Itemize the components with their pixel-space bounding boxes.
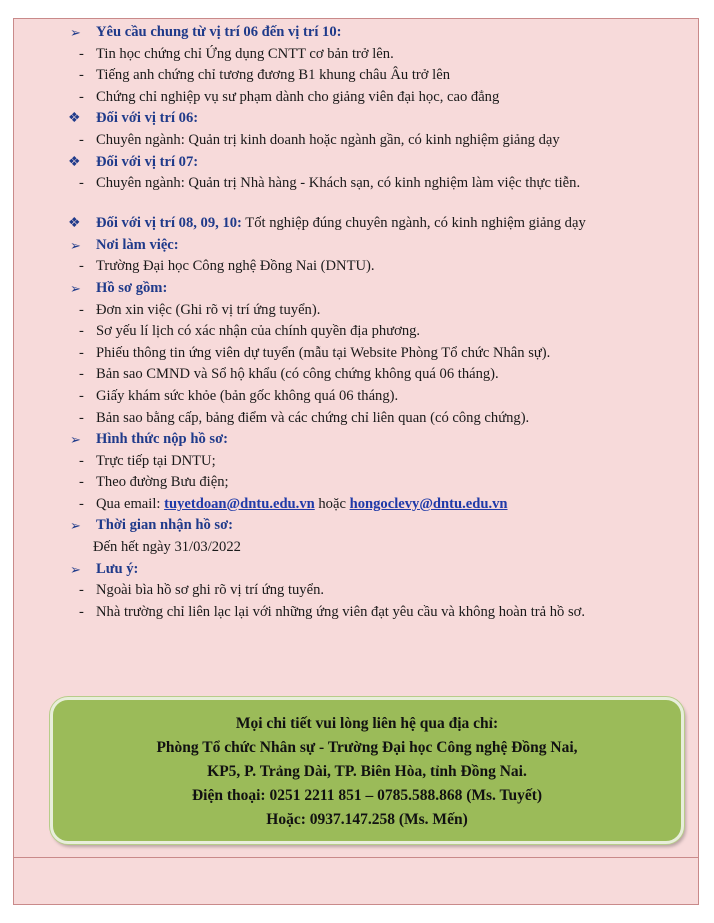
section-position-06 (0, 108, 714, 130)
list-item (0, 321, 714, 343)
list-item-text: Phiếu thông tin ứng viên dự tuyển (mẫu tại Website Phòng Tổ chức Nhân sự). (96, 344, 551, 361)
list-item (0, 87, 714, 109)
contact-box (50, 697, 684, 844)
list-item (0, 300, 714, 322)
dash-bullet: - (79, 175, 84, 192)
dash-bullet: - (79, 344, 84, 361)
section-position-07 (0, 152, 714, 174)
list-item-text: Chứng chỉ nghiệp vụ sư phạm dành cho giảng viên đại học, cao đẳng (96, 88, 500, 105)
list-item-text: Chuyên ngành: Quản trị kinh doanh hoặc ngành gần, có kinh nghiệm giảng dạy (96, 131, 560, 148)
section-heading: Thời gian nhận hồ sơ: (96, 517, 234, 534)
dash-bullet: - (79, 366, 84, 383)
dash-bullet: - (79, 582, 84, 599)
arrow-bullet-icon: ➢ (70, 561, 81, 577)
email-prefix: Qua email: (96, 495, 165, 512)
section-position-08-10 (0, 213, 714, 235)
section-heading: Lưu ý: (96, 560, 139, 577)
contact-phone-line: Hoặc: 0937.147.258 (Ms. Mến) (266, 811, 468, 828)
dash-bullet: - (79, 474, 84, 491)
contact-line: Mọi chi tiết vui lòng liên hệ qua địa chỉ: (235, 715, 499, 732)
dash-bullet: - (79, 45, 84, 62)
list-item-text: Bản sao CMND và Sổ hộ khẩu (có công chứng không quá 06 tháng). (96, 366, 499, 383)
dash-bullet: - (79, 409, 84, 426)
dash-bullet: - (79, 495, 84, 512)
dash-bullet: - (79, 88, 84, 105)
section-workplace (0, 235, 714, 257)
email-link-hongoclevy[interactable]: hongoclevy@dntu.edu.vn (349, 495, 508, 512)
list-item (0, 602, 714, 642)
section-deadline (0, 515, 714, 537)
section-heading: Yêu cầu chung từ vị trí 06 đến vị trí 10: (96, 24, 342, 40)
list-item (0, 65, 714, 87)
list-item-text: Tiếng anh chứng chỉ tương đương B1 khung châu Âu trở lên (96, 67, 450, 84)
list-item (0, 580, 714, 602)
list-item-text: Trường Đại học Công nghệ Đồng Nai (DNTU). (96, 258, 375, 275)
contact-address-line: KP5, P. Trảng Dài, TP. Biên Hòa, tỉnh Đồng Nai. (207, 763, 527, 780)
arrow-bullet-icon: ➢ (70, 237, 81, 253)
list-item (0, 173, 714, 213)
notice-content (0, 22, 714, 642)
list-item (0, 408, 714, 430)
dash-bullet: - (79, 452, 84, 469)
section-line (96, 213, 586, 235)
email-separator: hoặc (314, 495, 350, 512)
dash-bullet: - (79, 258, 84, 275)
list-item (0, 472, 714, 494)
arrow-bullet-icon: ➢ (70, 518, 81, 534)
section-heading: Đối với vị trí 08, 09, 10: (96, 215, 242, 232)
arrow-bullet-icon: ➢ (70, 432, 81, 448)
list-item-text: Chuyên ngành: Quản trị Nhà hàng - Khách sạn, có kinh nghiệm làm việc thực tiễn. (96, 175, 581, 192)
email-line (96, 494, 508, 516)
list-item-text: Nhà trường chỉ liên lạc lại với những ứng viên đạt yêu cầu và không hoàn trả hồ sơ. (96, 603, 586, 620)
dash-bullet: - (79, 387, 84, 404)
list-item (0, 44, 714, 66)
section-detail: Tốt nghiệp đúng chuyên ngành, có kinh nghiệm giảng dạy (241, 215, 586, 232)
list-item (0, 343, 714, 365)
section-heading: Hình thức nộp hồ sơ: (96, 431, 229, 448)
section-heading: Nơi làm việc: (96, 236, 179, 253)
list-item-text: Trực tiếp tại DNTU; (96, 452, 216, 469)
section-heading: Đối với vị trí 07: (96, 153, 199, 170)
diamond-bullet-icon: ❖ (68, 111, 81, 127)
section-general-requirements (0, 22, 714, 44)
section-dossier (0, 278, 714, 300)
email-link-tuyetdoan[interactable]: tuyetdoan@dntu.edu.vn (164, 495, 315, 512)
list-item-text: Theo đường Bưu điện; (96, 474, 229, 491)
panel-divider (13, 857, 699, 858)
contact-address-line: Phòng Tổ chức Nhân sự - Trường Đại học Công nghệ Đồng Nai, (156, 739, 578, 756)
contact-phone-line: Điện thoại: 0251 2211 851 – 0785.588.868 (Ms. Tuyết) (191, 787, 543, 804)
list-item-text: Ngoài bìa hồ sơ ghi rõ vị trí ứng tuyển. (96, 582, 325, 599)
list-item (0, 130, 714, 152)
dash-bullet: - (79, 131, 84, 148)
list-item-text: Đơn xin việc (Ghi rõ vị trí ứng tuyển). (96, 301, 321, 318)
diamond-bullet-icon: ❖ (68, 154, 81, 170)
arrow-bullet-icon: ➢ (70, 25, 81, 40)
dash-bullet: - (79, 323, 84, 340)
list-item-text: Giấy khám sức khỏe (bản gốc không quá 06 tháng). (96, 387, 399, 404)
dash-bullet: - (79, 67, 84, 84)
list-item (0, 364, 714, 386)
section-heading: Đối với vị trí 06: (96, 110, 199, 127)
deadline-line (0, 537, 714, 559)
section-submission (0, 429, 714, 451)
section-heading: Hồ sơ gồm: (96, 279, 168, 296)
diamond-bullet-icon: ❖ (68, 216, 81, 232)
list-item (0, 386, 714, 408)
arrow-bullet-icon: ➢ (70, 280, 81, 296)
deadline-text: Đến hết ngày 31/03/2022 (93, 539, 241, 556)
list-item (0, 451, 714, 473)
list-item-text: Sơ yếu lí lịch có xác nhận của chính quyền địa phương. (96, 323, 421, 340)
dash-bullet: - (79, 603, 84, 620)
dash-bullet: - (79, 301, 84, 318)
section-note (0, 559, 714, 581)
list-item-text: Tin học chứng chỉ Ứng dụng CNTT cơ bản trở lên. (96, 45, 394, 62)
list-item (0, 494, 714, 516)
list-item-text: Bản sao bằng cấp, bảng điểm và các chứng chỉ liên quan (có công chứng). (96, 409, 530, 426)
list-item (0, 256, 714, 278)
